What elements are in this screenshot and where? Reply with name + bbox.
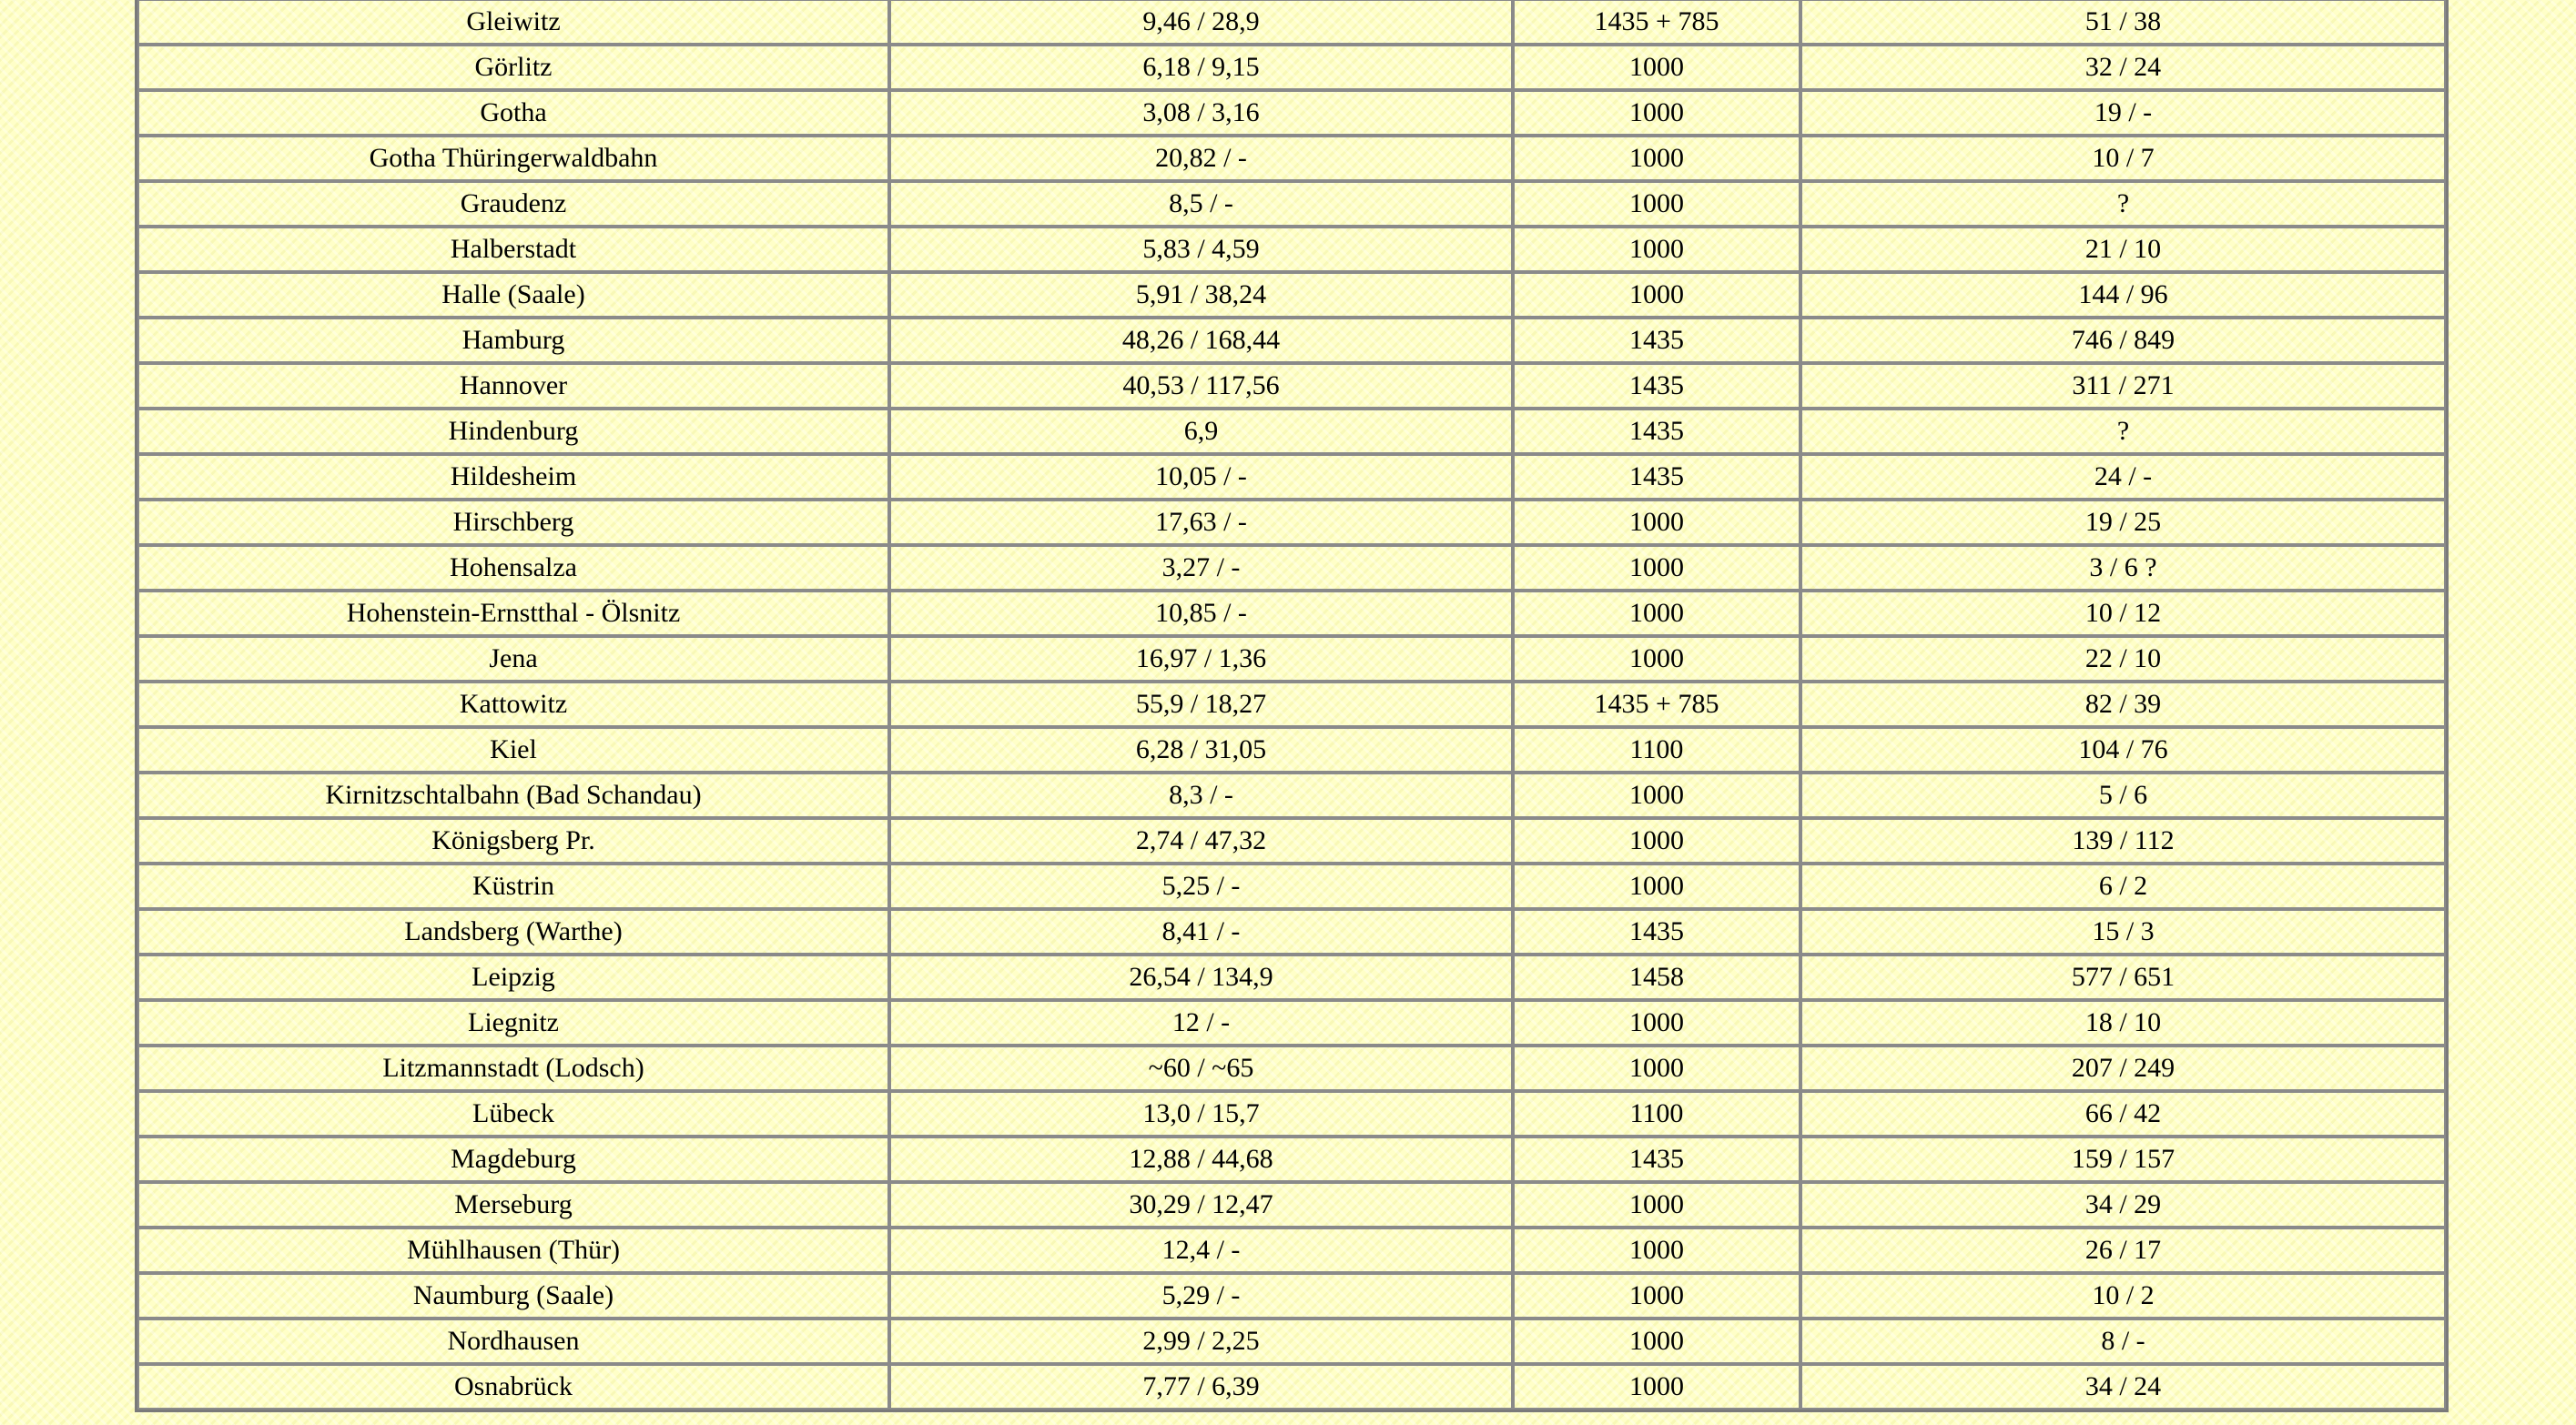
vehicle-count-cell: 311 / 271 bbox=[1800, 363, 2446, 409]
gauge-cell: 1000 bbox=[1513, 773, 1800, 818]
city-cell: Osnabrück bbox=[137, 1364, 889, 1410]
table-body bbox=[137, 0, 2446, 1410]
table-row bbox=[137, 591, 2446, 636]
vehicle-count-cell: 18 / 10 bbox=[1800, 1000, 2446, 1046]
city-cell: Kirnitzschtalbahn (Bad Schandau) bbox=[137, 773, 889, 818]
city-cell: Halberstadt bbox=[137, 227, 889, 272]
city-cell: Kattowitz bbox=[137, 682, 889, 727]
city-cell: Leipzig bbox=[137, 955, 889, 1000]
city-cell: Litzmannstadt (Lodsch) bbox=[137, 1046, 889, 1091]
network-length-cell: ~60 / ~65 bbox=[889, 1046, 1513, 1091]
table-row bbox=[137, 636, 2446, 682]
table-row bbox=[137, 1364, 2446, 1410]
gauge-cell: 1000 bbox=[1513, 45, 1800, 90]
network-length-cell: 5,83 / 4,59 bbox=[889, 227, 1513, 272]
vehicle-count-cell: 22 / 10 bbox=[1800, 636, 2446, 682]
table-row bbox=[137, 90, 2446, 136]
gauge-cell: 1000 bbox=[1513, 1228, 1800, 1273]
gauge-cell: 1435 bbox=[1513, 1137, 1800, 1182]
network-length-cell: 12,88 / 44,68 bbox=[889, 1137, 1513, 1182]
city-cell: Hannover bbox=[137, 363, 889, 409]
table-row bbox=[137, 1137, 2446, 1182]
vehicle-count-cell: 32 / 24 bbox=[1800, 45, 2446, 90]
gauge-cell: 1000 bbox=[1513, 591, 1800, 636]
network-length-cell: 26,54 / 134,9 bbox=[889, 955, 1513, 1000]
vehicle-count-cell: 5 / 6 bbox=[1800, 773, 2446, 818]
network-length-cell: 8,41 / - bbox=[889, 909, 1513, 955]
city-cell: Kiel bbox=[137, 727, 889, 773]
gauge-cell: 1000 bbox=[1513, 272, 1800, 318]
vehicle-count-cell: 139 / 112 bbox=[1800, 818, 2446, 864]
city-cell: Königsberg Pr. bbox=[137, 818, 889, 864]
table-row bbox=[137, 272, 2446, 318]
gauge-cell: 1000 bbox=[1513, 1182, 1800, 1228]
network-length-cell: 6,9 bbox=[889, 409, 1513, 454]
vehicle-count-cell: 15 / 3 bbox=[1800, 909, 2446, 955]
table-row bbox=[137, 1182, 2446, 1228]
city-cell: Nordhausen bbox=[137, 1319, 889, 1364]
city-cell: Landsberg (Warthe) bbox=[137, 909, 889, 955]
network-length-cell: 16,97 / 1,36 bbox=[889, 636, 1513, 682]
network-length-cell: 5,25 / - bbox=[889, 864, 1513, 909]
network-length-cell: 9,46 / 28,9 bbox=[889, 0, 1513, 45]
city-cell: Hohensalza bbox=[137, 545, 889, 591]
table-row bbox=[137, 1046, 2446, 1091]
table-row bbox=[137, 682, 2446, 727]
network-length-cell: 12 / - bbox=[889, 1000, 1513, 1046]
city-cell: Hohenstein-Ernstthal - Ölsnitz bbox=[137, 591, 889, 636]
network-length-cell: 30,29 / 12,47 bbox=[889, 1182, 1513, 1228]
city-cell: Magdeburg bbox=[137, 1137, 889, 1182]
network-length-cell: 6,28 / 31,05 bbox=[889, 727, 1513, 773]
vehicle-count-cell: 6 / 2 bbox=[1800, 864, 2446, 909]
table-row bbox=[137, 454, 2446, 500]
network-length-cell: 40,53 / 117,56 bbox=[889, 363, 1513, 409]
table-row bbox=[137, 363, 2446, 409]
gauge-cell: 1100 bbox=[1513, 1091, 1800, 1137]
vehicle-count-cell: 21 / 10 bbox=[1800, 227, 2446, 272]
city-cell: Gotha Thüringerwaldbahn bbox=[137, 136, 889, 181]
vehicle-count-cell: 207 / 249 bbox=[1800, 1046, 2446, 1091]
gauge-cell: 1000 bbox=[1513, 1319, 1800, 1364]
gauge-cell: 1435 + 785 bbox=[1513, 682, 1800, 727]
network-length-cell: 5,91 / 38,24 bbox=[889, 272, 1513, 318]
vehicle-count-cell: ? bbox=[1800, 409, 2446, 454]
city-cell: Küstrin bbox=[137, 864, 889, 909]
table-row bbox=[137, 1228, 2446, 1273]
network-length-cell: 7,77 / 6,39 bbox=[889, 1364, 1513, 1410]
city-cell: Jena bbox=[137, 636, 889, 682]
gauge-cell: 1000 bbox=[1513, 227, 1800, 272]
vehicle-count-cell: 82 / 39 bbox=[1800, 682, 2446, 727]
tram-data-table-container bbox=[135, 0, 2443, 1412]
gauge-cell: 1000 bbox=[1513, 1046, 1800, 1091]
city-cell: Hindenburg bbox=[137, 409, 889, 454]
vehicle-count-cell: 26 / 17 bbox=[1800, 1228, 2446, 1273]
table-row bbox=[137, 136, 2446, 181]
gauge-cell: 1100 bbox=[1513, 727, 1800, 773]
network-length-cell: 55,9 / 18,27 bbox=[889, 682, 1513, 727]
table-row bbox=[137, 727, 2446, 773]
network-length-cell: 12,4 / - bbox=[889, 1228, 1513, 1273]
gauge-cell: 1435 bbox=[1513, 363, 1800, 409]
city-cell: Gleiwitz bbox=[137, 0, 889, 45]
network-length-cell: 2,99 / 2,25 bbox=[889, 1319, 1513, 1364]
table-row bbox=[137, 500, 2446, 545]
table-row bbox=[137, 1273, 2446, 1319]
network-length-cell: 13,0 / 15,7 bbox=[889, 1091, 1513, 1137]
network-length-cell: 48,26 / 168,44 bbox=[889, 318, 1513, 363]
table-row bbox=[137, 45, 2446, 90]
table-row bbox=[137, 955, 2446, 1000]
city-cell: Merseburg bbox=[137, 1182, 889, 1228]
gauge-cell: 1000 bbox=[1513, 136, 1800, 181]
network-length-cell: 5,29 / - bbox=[889, 1273, 1513, 1319]
network-length-cell: 3,27 / - bbox=[889, 545, 1513, 591]
city-cell: Hirschberg bbox=[137, 500, 889, 545]
network-length-cell: 10,05 / - bbox=[889, 454, 1513, 500]
vehicle-count-cell: 8 / - bbox=[1800, 1319, 2446, 1364]
city-cell: Liegnitz bbox=[137, 1000, 889, 1046]
vehicle-count-cell: 51 / 38 bbox=[1800, 0, 2446, 45]
city-cell: Hamburg bbox=[137, 318, 889, 363]
vehicle-count-cell: 66 / 42 bbox=[1800, 1091, 2446, 1137]
gauge-cell: 1435 bbox=[1513, 318, 1800, 363]
network-length-cell: 17,63 / - bbox=[889, 500, 1513, 545]
gauge-cell: 1000 bbox=[1513, 636, 1800, 682]
vehicle-count-cell: 577 / 651 bbox=[1800, 955, 2446, 1000]
table-row bbox=[137, 0, 2446, 45]
vehicle-count-cell: 34 / 24 bbox=[1800, 1364, 2446, 1410]
gauge-cell: 1000 bbox=[1513, 90, 1800, 136]
network-length-cell: 8,3 / - bbox=[889, 773, 1513, 818]
vehicle-count-cell: 10 / 2 bbox=[1800, 1273, 2446, 1319]
table-row bbox=[137, 1091, 2446, 1137]
network-length-cell: 20,82 / - bbox=[889, 136, 1513, 181]
table-row bbox=[137, 1319, 2446, 1364]
vehicle-count-cell: 104 / 76 bbox=[1800, 727, 2446, 773]
table-row bbox=[137, 181, 2446, 227]
vehicle-count-cell: 746 / 849 bbox=[1800, 318, 2446, 363]
vehicle-count-cell: 34 / 29 bbox=[1800, 1182, 2446, 1228]
vehicle-count-cell: 10 / 7 bbox=[1800, 136, 2446, 181]
gauge-cell: 1000 bbox=[1513, 181, 1800, 227]
gauge-cell: 1435 bbox=[1513, 409, 1800, 454]
table-row bbox=[137, 409, 2446, 454]
gauge-cell: 1000 bbox=[1513, 864, 1800, 909]
table-row bbox=[137, 818, 2446, 864]
vehicle-count-cell: 19 / 25 bbox=[1800, 500, 2446, 545]
gauge-cell: 1435 bbox=[1513, 454, 1800, 500]
gauge-cell: 1000 bbox=[1513, 500, 1800, 545]
city-cell: Gotha bbox=[137, 90, 889, 136]
table-row bbox=[137, 864, 2446, 909]
network-length-cell: 2,74 / 47,32 bbox=[889, 818, 1513, 864]
vehicle-count-cell: 24 / - bbox=[1800, 454, 2446, 500]
city-cell: Görlitz bbox=[137, 45, 889, 90]
vehicle-count-cell: 3 / 6 ? bbox=[1800, 545, 2446, 591]
vehicle-count-cell: 144 / 96 bbox=[1800, 272, 2446, 318]
city-cell: Lübeck bbox=[137, 1091, 889, 1137]
network-length-cell: 10,85 / - bbox=[889, 591, 1513, 636]
table-row bbox=[137, 227, 2446, 272]
city-cell: Halle (Saale) bbox=[137, 272, 889, 318]
vehicle-count-cell: 10 / 12 bbox=[1800, 591, 2446, 636]
table-row bbox=[137, 318, 2446, 363]
network-length-cell: 6,18 / 9,15 bbox=[889, 45, 1513, 90]
gauge-cell: 1000 bbox=[1513, 1364, 1800, 1410]
tram-data-table bbox=[135, 0, 2449, 1412]
table-row bbox=[137, 909, 2446, 955]
vehicle-count-cell: 159 / 157 bbox=[1800, 1137, 2446, 1182]
vehicle-count-cell: 19 / - bbox=[1800, 90, 2446, 136]
gauge-cell: 1435 + 785 bbox=[1513, 0, 1800, 45]
table-row bbox=[137, 1000, 2446, 1046]
table-row bbox=[137, 773, 2446, 818]
network-length-cell: 8,5 / - bbox=[889, 181, 1513, 227]
city-cell: Mühlhausen (Thür) bbox=[137, 1228, 889, 1273]
gauge-cell: 1435 bbox=[1513, 909, 1800, 955]
gauge-cell: 1000 bbox=[1513, 818, 1800, 864]
gauge-cell: 1000 bbox=[1513, 545, 1800, 591]
table-row bbox=[137, 545, 2446, 591]
network-length-cell: 3,08 / 3,16 bbox=[889, 90, 1513, 136]
city-cell: Naumburg (Saale) bbox=[137, 1273, 889, 1319]
gauge-cell: 1000 bbox=[1513, 1000, 1800, 1046]
gauge-cell: 1000 bbox=[1513, 1273, 1800, 1319]
city-cell: Graudenz bbox=[137, 181, 889, 227]
gauge-cell: 1458 bbox=[1513, 955, 1800, 1000]
city-cell: Hildesheim bbox=[137, 454, 889, 500]
vehicle-count-cell: ? bbox=[1800, 181, 2446, 227]
